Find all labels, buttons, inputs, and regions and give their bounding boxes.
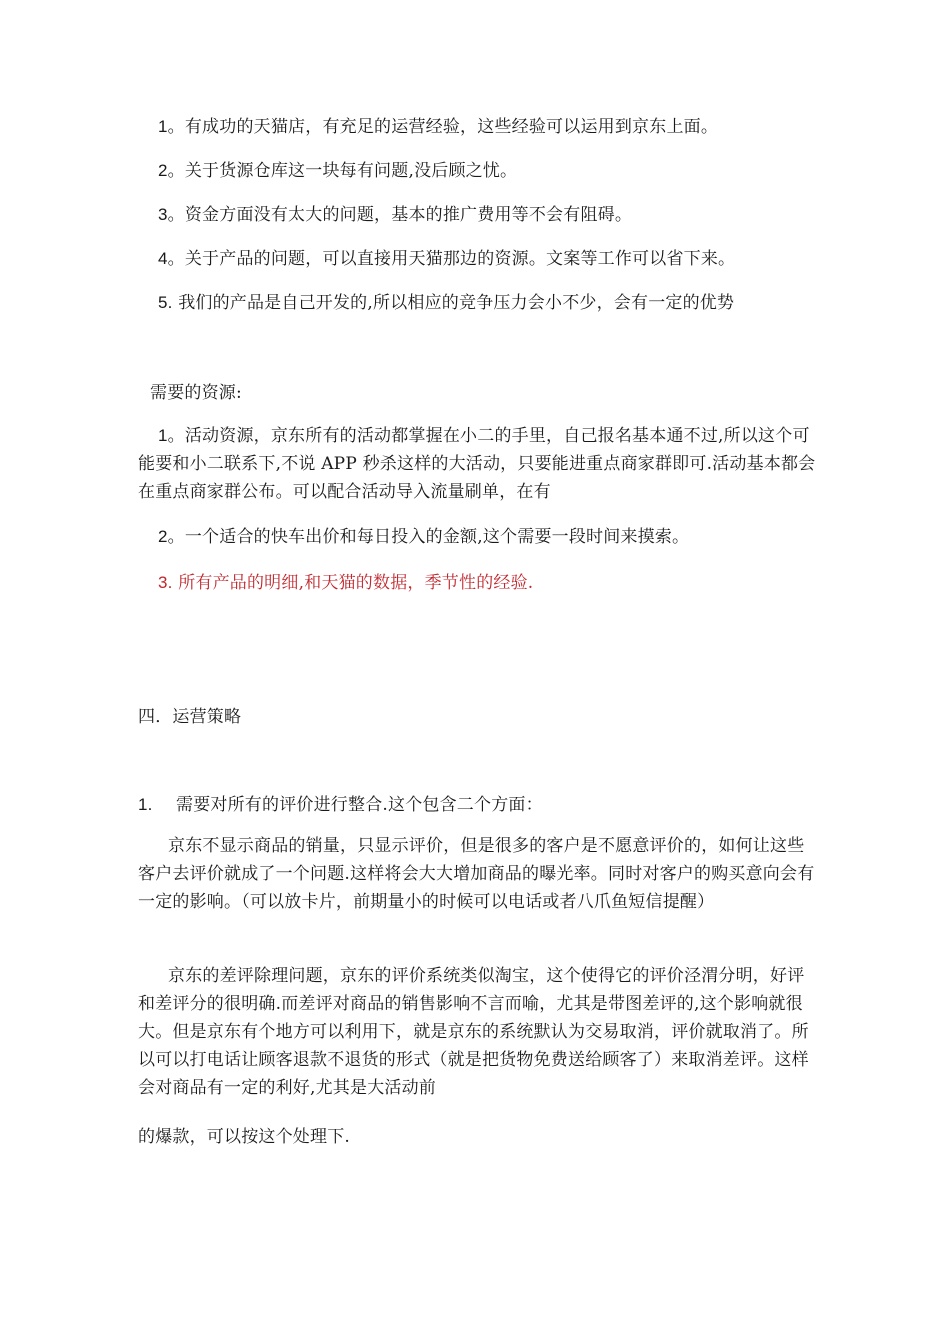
resource-item-2: 2。一个适合的快车出价和每日投入的金额,这个需要一段时间来摸索。 xyxy=(158,527,690,547)
advantage-item-3: 3。资金方面没有太大的问题，基本的推广费用等不会有阻碍。 xyxy=(158,205,633,225)
advantage-item-5: 5. 我们的产品是自己开发的,所以相应的竞争压力会小不少，会有一定的优势 xyxy=(158,293,735,313)
advantage-item-4: 4。关于产品的问题，可以直接用天猫那边的资源。文案等工作可以省下来。 xyxy=(158,249,736,269)
strategy-paragraph-2: 京东的差评除理问题，京东的评价系统类似淘宝，这个使得它的评价泾渭分明，好评和差评分的很明确.而差评对商品的销售影响不言而喻，尤其是带图差评的,这个影响就很大。但是京东有个地方可以利用下，就是京东的系统默认为交易取消，评价就取消了。所以可以打电话让顾客退款不退货的形式（就是把货物免费送给顾客了）来取消差评。这样会对商品有一定的利好,尤其是大活动前 xyxy=(138,966,809,1098)
strategy-paragraph-3: 的爆款，可以按这个处理下. xyxy=(138,1127,351,1147)
resources-heading: 需要的资源: xyxy=(150,383,242,403)
advantage-item-1: 1。有成功的天猫店，有充足的运营经验，这些经验可以运用到京东上面。 xyxy=(158,117,719,137)
advantage-item-2: 2。关于货源仓库这一块每有问题,没后顾之忧。 xyxy=(158,161,518,181)
resource-item-3: 3. 所有产品的明细,和天猫的数据，季节性的经验. xyxy=(158,573,534,593)
strategy-paragraph-1: 京东不显示商品的销量，只显示评价，但是很多的客户是不愿意评价的，如何让这些客户去评价就成了一个问题.这样将会大大增加商品的曝光率。同时对客户的购买意向会有一定的影响。（可以放卡片，前期量小的时候可以电话或者八爪鱼短信提醒） xyxy=(138,836,815,912)
strategy-point-1: 1. 需要对所有的评价进行整合.这个包含二个方面： xyxy=(138,795,543,815)
resource-item-1: 1。活动资源，京东所有的活动都掌握在小二的手里，自己报名基本通不过,所以这个可能要和小二联系下,不说 APP 秒杀这样的大活动，只要能进重点商家群即可.活动基本都会在重点商家群公布。可以配合活动导入流量刷单，在有 xyxy=(138,426,816,502)
strategy-heading: 四．运营策略 xyxy=(138,707,242,727)
